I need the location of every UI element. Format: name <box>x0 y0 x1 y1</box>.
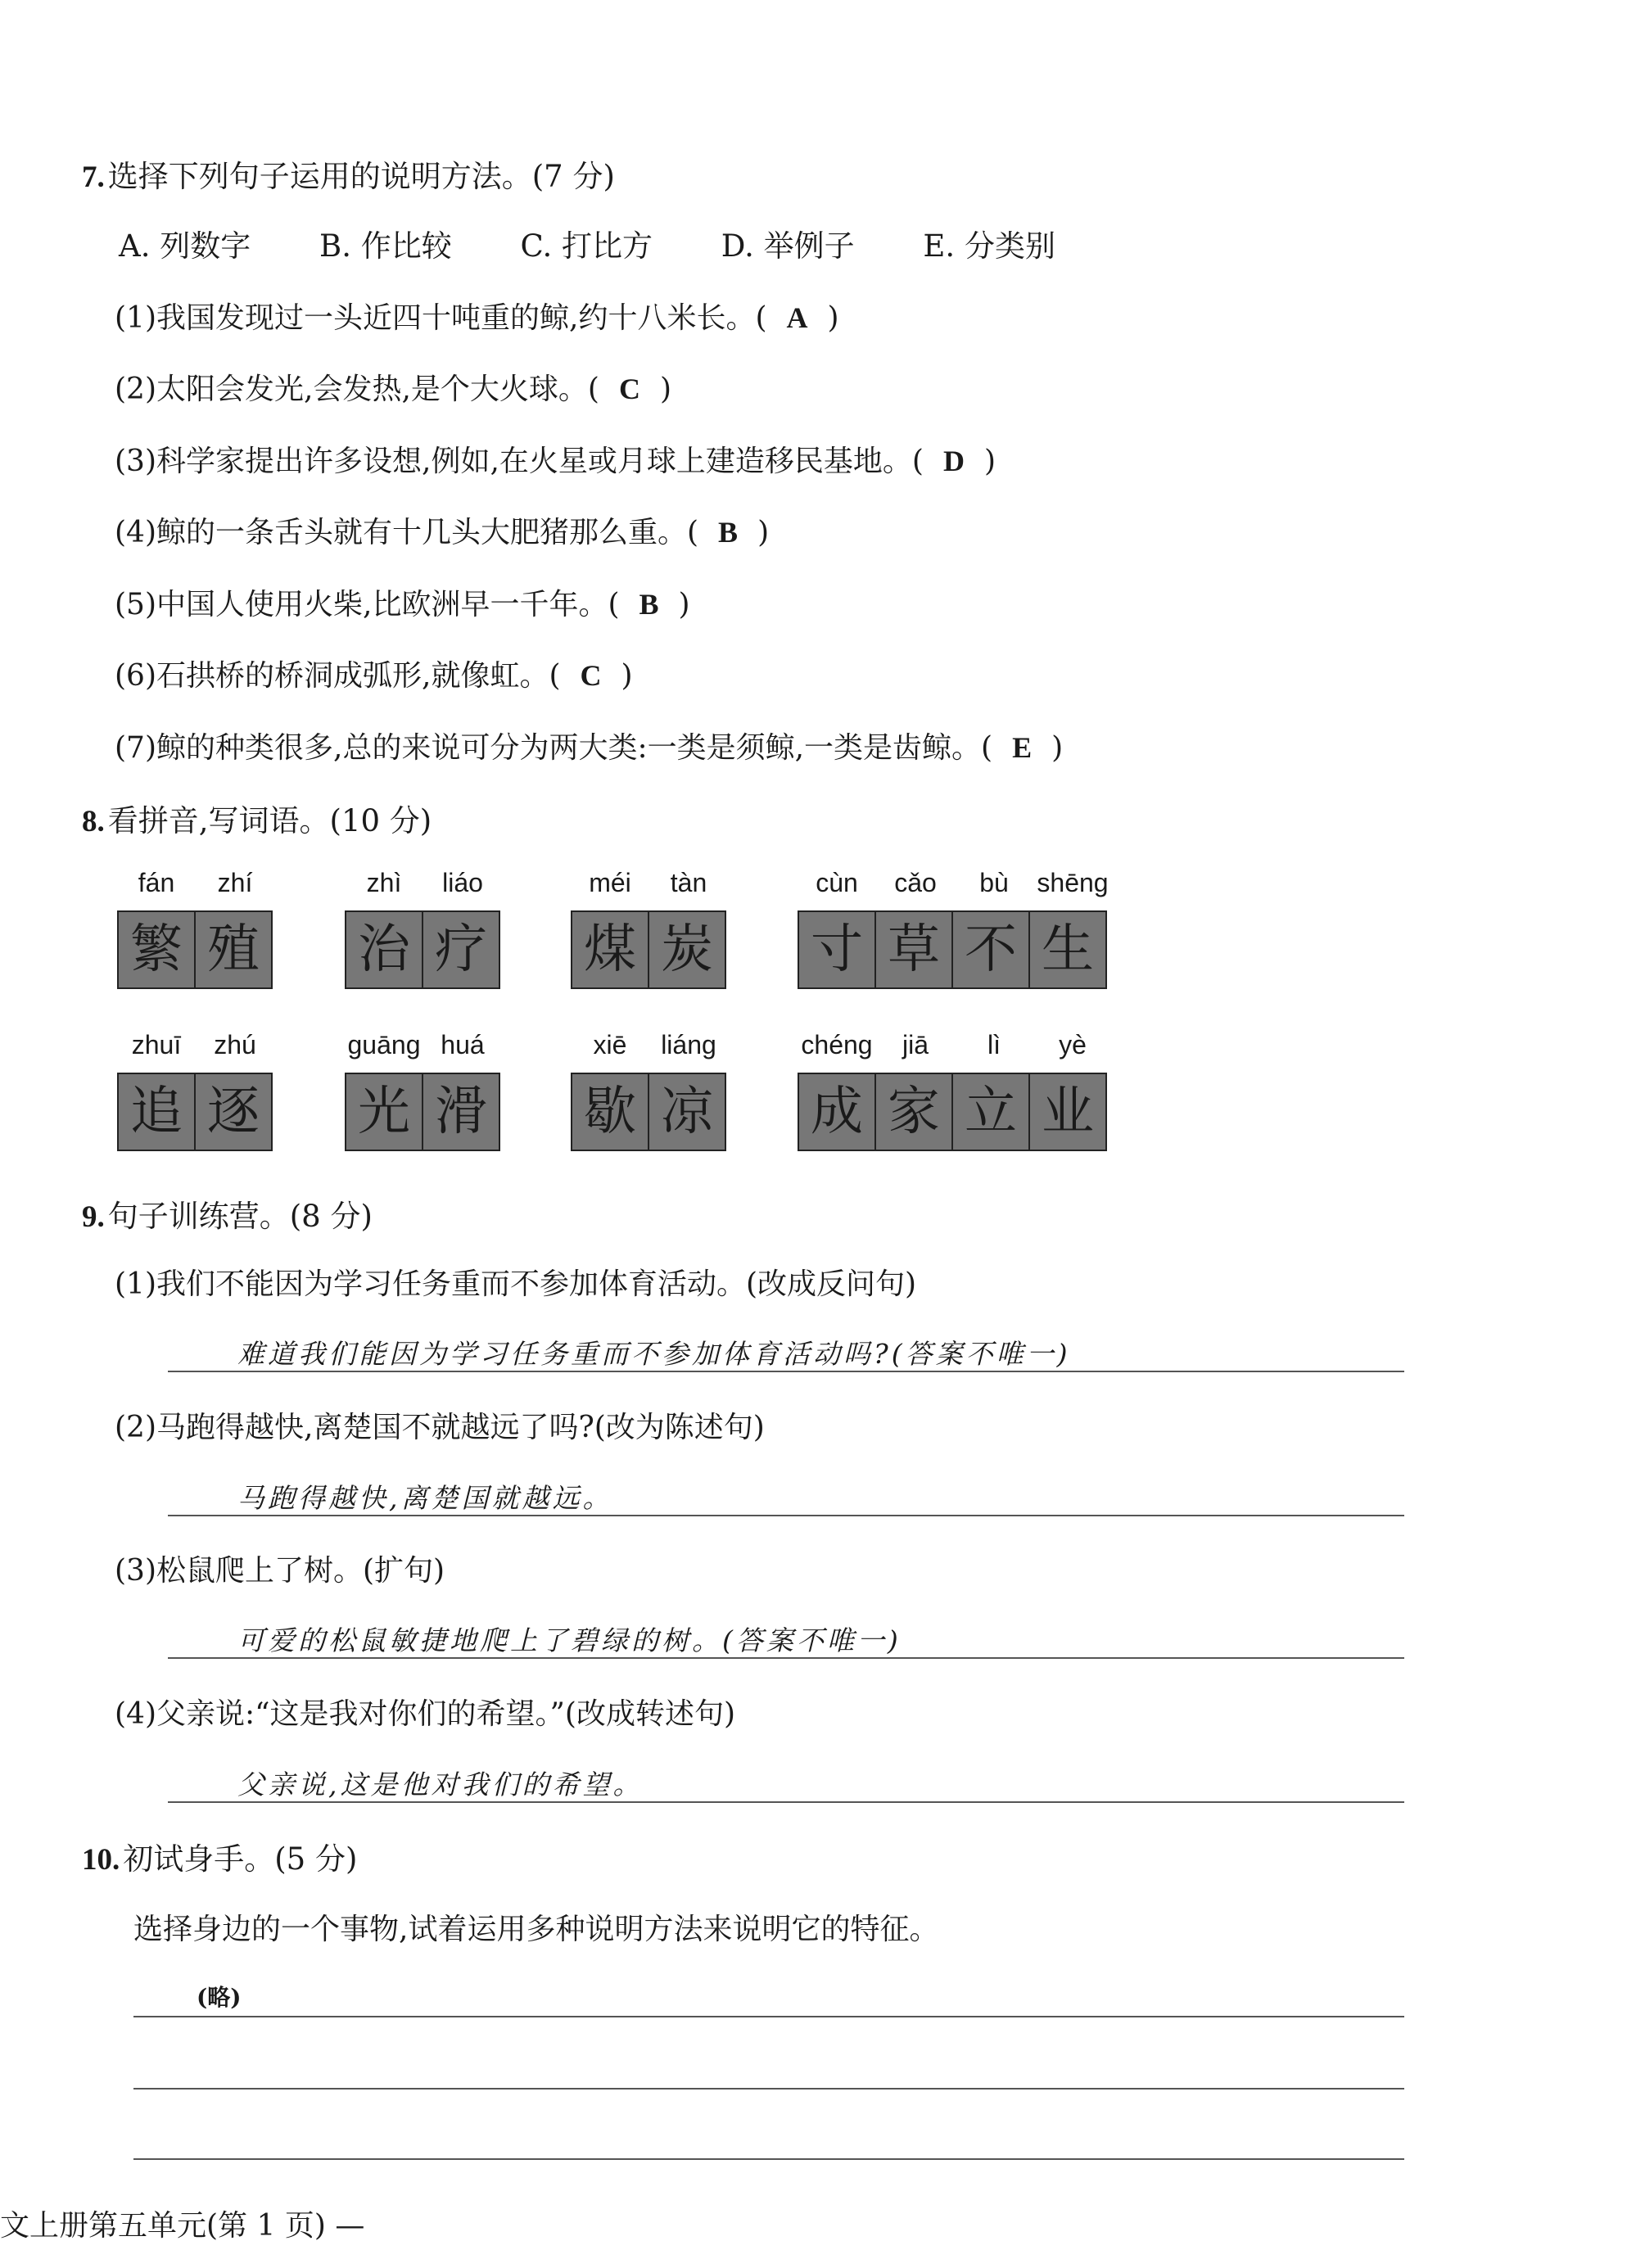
pinyin: zhì <box>366 868 402 897</box>
tianzige-meitan <box>571 910 726 989</box>
tianzige-guanghua <box>345 1073 500 1151</box>
q9-prompt-3: (3)松鼠爬上了树。(扩句) <box>115 1554 445 1588</box>
answer-line <box>133 2158 1404 2160</box>
option-a: A. 列数字 <box>119 228 251 264</box>
char-cell: 歇 <box>572 1074 648 1150</box>
char-cell: 治 <box>346 912 422 987</box>
pinyin: shēng <box>1037 868 1109 897</box>
answer-line <box>168 1657 1404 1659</box>
pinyin: guāng <box>347 1030 421 1059</box>
q7-item-6: (6)石拱桥的桥洞成弧形,就像虹。( C ) <box>115 659 633 693</box>
answer: C <box>580 659 602 692</box>
answer: C <box>618 373 640 405</box>
answer: D <box>942 445 965 477</box>
q9-prompt-2: (2)马跑得越快,离楚国不就越远了吗?(改为陈述句) <box>115 1411 765 1444</box>
q9-answer-3: 可爱的松鼠敏捷地爬上了碧绿的树。(答案不唯一) <box>237 1624 902 1656</box>
pinyin: cǎo <box>894 868 937 897</box>
option-e: E. 分类别 <box>923 228 1055 264</box>
char-cell: 家 <box>874 1074 951 1150</box>
pinyin: liáng <box>661 1030 716 1059</box>
tianzige-chengjialiye <box>798 1073 1107 1151</box>
answer-line <box>168 1371 1404 1372</box>
q7-item-2: (2)太阳会发光,会发热,是个大火球。( C ) <box>115 373 671 406</box>
page-footer: 文上册第五单元(第 1 页) — <box>0 2209 365 2243</box>
char-cell: 草 <box>874 912 951 987</box>
char-cell: 业 <box>1028 1074 1105 1150</box>
answer-line <box>168 1801 1404 1803</box>
pinyin: huá <box>441 1030 485 1059</box>
answer: A <box>786 301 808 334</box>
q7-item-7: (7)鲸的种类很多,总的来说可分为两大类:一类是须鲸,一类是齿鲸。( E ) <box>115 731 1064 765</box>
q9-answer-1: 难道我们能因为学习任务重而不参加体育活动吗?(答案不唯一) <box>237 1338 1071 1370</box>
char-cell: 煤 <box>572 912 648 987</box>
char-cell: 生 <box>1028 912 1105 987</box>
pinyin: yè <box>1059 1030 1087 1059</box>
pinyin: lì <box>987 1030 1001 1059</box>
char-cell: 立 <box>951 1074 1028 1150</box>
pinyin: jiā <box>902 1030 929 1059</box>
q9-title: 9. 句子训练营。(8 分) <box>82 1199 373 1234</box>
tianzige-fanzhi <box>117 910 273 989</box>
q7-item-3: (3)科学家提出许多设想,例如,在火星或月球上建造移民基地。( D ) <box>115 445 996 478</box>
pinyin: bù <box>979 868 1009 897</box>
pinyin: xiē <box>593 1030 627 1059</box>
tianzige-zhiliao <box>345 910 500 989</box>
pinyin: zhú <box>214 1030 256 1059</box>
char-cell: 炭 <box>648 912 725 987</box>
option-b: B. 作比较 <box>319 228 452 264</box>
tianzige-cuncaobusheng <box>798 910 1107 989</box>
pinyin: liáo <box>442 868 483 897</box>
pinyin: zhuī <box>131 1030 182 1059</box>
q7-options <box>119 221 1114 265</box>
char-cell: 寸 <box>799 912 874 987</box>
q9-prompt-1: (1)我们不能因为学习任务重而不参加体育活动。(改成反问句) <box>115 1267 917 1301</box>
answer-line <box>168 1515 1404 1516</box>
q10-title: 10. 初试身手。(5 分) <box>82 1841 358 1877</box>
char-cell: 成 <box>799 1074 874 1150</box>
char-cell: 滑 <box>422 1074 499 1150</box>
char-cell: 不 <box>951 912 1028 987</box>
answer-line <box>133 2088 1404 2090</box>
answer-line <box>133 2016 1404 2017</box>
option-d: D. 举例子 <box>721 228 855 264</box>
char-cell: 疗 <box>422 912 499 987</box>
answer: E <box>1012 731 1033 764</box>
char-cell: 凉 <box>648 1074 725 1150</box>
q7-item-5: (5)中国人使用火柴,比欧洲早一千年。( B ) <box>115 588 690 621</box>
q9-prompt-4: (4)父亲说:“这是我对你们的希望。”(改成转述句) <box>115 1697 736 1731</box>
q10-answer: (略) <box>197 1984 242 2011</box>
q7-item-4: (4)鲸的一条舌头就有十几头大肥猪那么重。( B ) <box>115 516 770 549</box>
pinyin: zhí <box>217 868 253 897</box>
char-cell: 殖 <box>194 912 271 987</box>
tianzige-xieliang <box>571 1073 726 1151</box>
tianzige-zhuizhu <box>117 1073 273 1151</box>
q7-title: 7. 选择下列句子运用的说明方法。(7 分) <box>82 159 615 194</box>
option-c: C. 打比方 <box>520 228 653 264</box>
pinyin: méi <box>589 868 631 897</box>
char-cell: 逐 <box>194 1074 271 1150</box>
char-cell: 繁 <box>119 912 194 987</box>
q9-answer-2: 马跑得越快,离楚国就越远。 <box>237 1482 613 1514</box>
answer: B <box>718 516 739 549</box>
char-cell: 光 <box>346 1074 422 1150</box>
q10-prompt: 选择身边的一个事物,试着运用多种说明方法来说明它的特征。 <box>133 1913 939 1946</box>
pinyin: cùn <box>816 868 858 897</box>
answer: B <box>639 588 659 621</box>
pinyin: chéng <box>801 1030 873 1059</box>
q9-answer-4: 父亲说,这是他对我们的希望。 <box>237 1769 644 1800</box>
pinyin: fán <box>138 868 175 897</box>
q7-item-1: (1)我国发现过一头近四十吨重的鲸,约十八米长。( A ) <box>115 301 839 335</box>
q8-title: 8. 看拼音,写词语。(10 分) <box>82 803 432 838</box>
pinyin: tàn <box>670 868 707 897</box>
char-cell: 追 <box>119 1074 194 1150</box>
